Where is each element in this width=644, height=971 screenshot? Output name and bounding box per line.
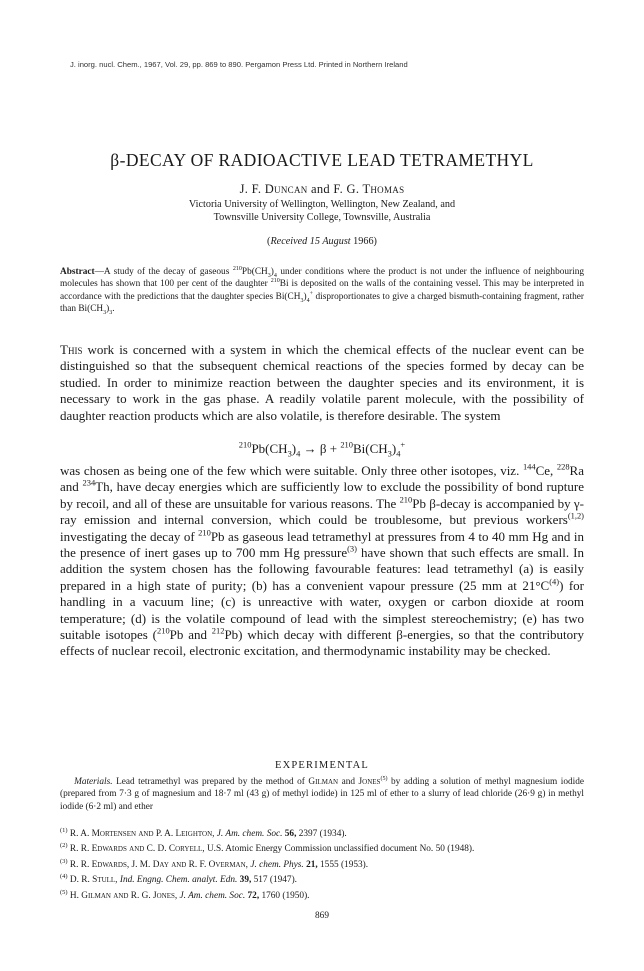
- abstract: Abstract—A study of the decay of gaseous $^{210}Pb(CH_3)_4$ under conditions where the product is not under the influence of neighbouring molecules has shown that 100 per cent of the daughter $^{210}$Bi is deposited on the walls of the containing vessel. This may be interpreted in accordance with the predictions that the daughter species $Bi(CH_3)_4^+$ disproportionates to give a charged bismuth-containing fragment, rather than $Bi(CH_3)_3$.: [60, 265, 585, 316]
- reference-list: [60, 825, 584, 902]
- reference-item: $^{(4)}$ D. R. Stull, Ind. Engng. Chem. analyt. Edn. 39, 517 (1947).: [60, 873, 298, 886]
- journal-header: J. inorg. nucl. Chem., 1967, Vol. 29, pp. 869 to 890. Pergamon Press Ltd. Printed in Northern Ireland: [70, 60, 408, 69]
- materials-paragraph: Materials. Lead tetramethyl was prepared by the method of Gilman and Jones$^{(5)}$ by adding a solution of methyl magnesium iodide (prepared from 7·3 g of magnesium and 18·7 ml (43 g) of methyl iodide) in 125 ml of ether to a slurry of lead chloride (26·9 g) in methyl iodide (6·2 ml) and ether: [60, 775, 585, 812]
- reference-item: $^{(3)}$ R. R. Edwards, J. M. Day and R. F. Overman, J. chem. Phys. 21, 1555 (1953).: [60, 857, 369, 870]
- body-paragraph: was chosen as being one of the few which were suitable. Only three other isotopes, viz. $^{144}$Ce, $^{228}$Ra and $^{234}$Th, have decay energies which are sufficiently low to exclude the possibility of bond rupture by recoil, and all of these are unsuitable for various reasons. The $^{210}$Pb β-decay is accompanied by γ-ray emission and internal conversion, which could be troublesome, but previous workers$^{(1,2)}$ investigating the decay of $^{210}$Pb as gaseous lead tetramethyl at pressures from 4 to 40 mm Hg and in the presence of inert gases up to 700 mm Hg pressure$^{(3)}$ have shown that such effects are small. In addition the system chosen has the following favourable features: lead tetramethyl (a) is easily prepared in a high state of purity; (b) has a convenient vapour pressure (25 mm at $21^\circ C^{(4)}$) for handling in a vacuum line; (c) is unreactive with water, oxygen or carbon dioxide at room temperature; (d) is the volatile compound of lead with the simplest stereochemistry; (e) has two suitable isotopes ($^{210}$Pb and $^{212}$Pb) which decay with different β-energies, so that the contributory effects of nuclear recoil, electronic excitation, and thermodynamic instability may be checked.: [60, 461, 585, 659]
- reference-item: $^{(5)}$ H. Gilman and R. G. Jones, J. Am. chem. Soc. 72, 1760 (1950).: [60, 888, 310, 901]
- article-title: β-DECAY OF RADIOACTIVE LEAD TETRAMETHYL: [110, 150, 534, 170]
- reference-item: $^{(2)}$ R. R. Edwards and C. D. Coryell, U.S. Atomic Energy Commission unclassified document No. 50 (1948).: [60, 842, 475, 855]
- affiliation-1: Victoria University of Wellington, Wellington, New Zealand, and: [188, 199, 456, 210]
- materials-label: Materials.: [74, 777, 113, 787]
- decay-equation: $^{210}Pb(CH_3)_4 \to \beta + ^{210}Bi(CH_3)_4^+$: [238, 439, 406, 459]
- section-heading-experimental: EXPERIMENTAL: [274, 760, 370, 771]
- intro-paragraph: This work is concerned with a system in which the chemical effects of the nuclear event can be distinguished so that the subsequent chemical reactions of the species formed by decay can be studied. In order to minimize reaction between the daughter species and its environment, it is necessary to work in the gas phase. A readily volatile parent molecule, with the possibility of daughter reaction products which are also volatile, is therefore desirable. The system: [60, 342, 584, 423]
- received-day: 15 August: [309, 236, 351, 247]
- author-conjunction: and: [311, 182, 330, 196]
- affiliation-2: Townsville University College, Townsville, Australia: [213, 212, 431, 223]
- received-date: (Received 15 August 1966): [267, 236, 377, 247]
- author-1: J. F. Duncan: [239, 182, 308, 196]
- authors: [0, 182, 644, 197]
- page-number: 869: [315, 911, 329, 921]
- received-label: Received: [270, 236, 308, 247]
- abstract-label: Abstract: [60, 267, 95, 277]
- reference-item: $^{(1)}$ R. A. Mortensen and P. A. Leighton, J. Am. chem. Soc. 56, 2397 (1934).: [60, 827, 347, 840]
- author-2: F. G. Thomas: [333, 182, 405, 196]
